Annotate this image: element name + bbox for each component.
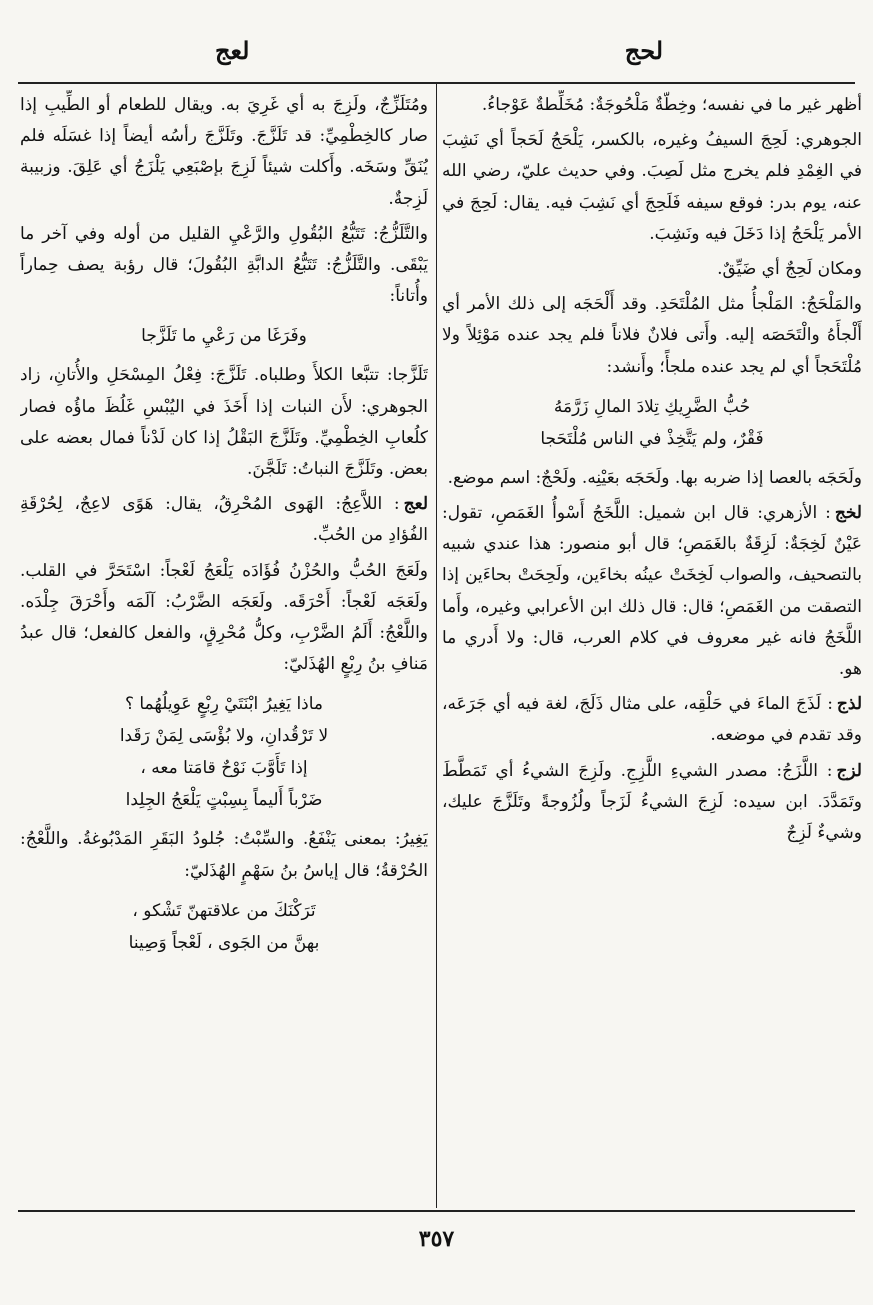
header-right-headword: لحج — [624, 36, 663, 65]
verse-line: تَرَكْنَكَ من علاقتهنّ تَشْكو ، — [132, 900, 316, 921]
entry-headword: لعج — [403, 494, 428, 515]
entry-text: أظهر غير ما في نفسه؛ وخِطّةٌ مَلْحُوجَةٌ: مُخَلِّطةٌ عَوْجاءُ. — [481, 95, 862, 115]
paragraph — [442, 90, 862, 121]
bottom-rule — [18, 1210, 855, 1212]
paragraph — [442, 689, 862, 751]
left-column — [20, 90, 428, 1205]
verse-line: وفَرَغَا من رَعْيِ ما تَلَزَّجا — [141, 326, 307, 347]
page-header — [20, 36, 853, 76]
verse-line: بهنَّ من الجَوى ، لَعْجاً وَصِينا — [128, 932, 320, 953]
header-left-headword: لعج — [215, 36, 250, 65]
column-divider — [436, 82, 437, 1208]
verse-line: ضَرْباً أَليماً بِسِبْتٍ يَلْعَجُ الجِلِدا — [125, 790, 323, 811]
entry-text: ولَحَجَه بالعصا إذا ضربه بها. ولَحَجَه بعَيْنِه. ولَحْجٌ: اسم موضع. — [447, 467, 862, 488]
verse — [442, 391, 862, 455]
paragraph — [442, 756, 862, 850]
paragraph — [20, 824, 428, 886]
entry-text: : اللَّزَجُ: مصدر الشيءِ اللَّزِجِ. ولَزِجَ الشيءُ أي تَمَطَّطَ وتَمَدَّدَ. ابن سيده: لَزِجَ الشيءُ لَزَجاً ولُزُوجةً وتَلَزَّجَ عليك، وشيءٌ لَزِجٌ — [442, 760, 862, 844]
paragraph — [442, 463, 862, 494]
paragraph — [20, 556, 428, 681]
verse-line: ماذا يَغِيرُ ابْنَتَيْ رِبْعٍ عَوِيلُهُما ؟ — [124, 694, 324, 715]
verse — [20, 320, 428, 352]
paragraph — [442, 254, 862, 285]
entry-text: يَغِيرُ: بمعنى يَنْفَعُ. والسِّبْتُ: جُلودُ البَقَرِ المَدْبُوغةُ. واللَّعْجُ: الحُرْقةُ؛ قال إياسُ بنُ سَهْمٍ الهُذَليّ: — [20, 829, 428, 881]
entry-text: ومكان لَحِجٌ أي ضَيِّقٌ. — [717, 259, 862, 280]
entry-text: ولَعَجَ الحُبُّ والحُزْنُ فُؤَادَه يَلْعَجُ لَعْجاً: اسْتَحَرَّ في القلب. ولَعَجَه لَعْجاً: أَحْرَقَه. ولَعَجَه الضَّرْبُ: آلَمَه وأَحْرَقَ جِلْدَه. واللَّعْجُ: أَلَمُ الضَّرْبِ، وكلُّ مُحْرِقٍ، والفعل كالفعل؛ قال عبدُ مَنافِ بنُ رِبْعٍ الهُذَليّ: — [20, 560, 428, 675]
entry-headword: لخج — [834, 503, 862, 524]
verse-line: إذا تَأَوَّبَ نَوْحٌ قامَتا معه ، — [140, 758, 308, 779]
verse — [20, 688, 428, 816]
entry-text: تَلَزَّجا: تتبَّعا الكلأَ وطلباه. تَلَزَّجَ: فِعْلُ المِسْحَلِ والأُتانِ، زاد الجوهري: لأَن النبات إذا أَخَذَ في اليُبْسِ غَلُظَ ماؤُه فصار كلُعابِ الخِطْمِيِّ. وتَلَزَّجَ البَقْلُ إذا كان لَدْناً فمال بعضه على بعض. وتَلَزَّجَ النباتُ: تَلَجَّنَ. — [20, 365, 428, 480]
entry-text: ومُتَلَزِّجٌ، ولَزِجَ به أي غَرِيَ به. ويقال للطعام أو الطِّيبِ إذا صار كالخِطْمِيِّ: قد تَلَزَّجَ. وتَلَزَّجَ رأسُه أيضاً إذا غسَلَه فلم يُنَقِّ وسَخَه. وأَكلت شيئاً لَزِجَ بإصْبَعِي يَلْزَجُ أي عَلِقَ. وزبيبة لَزِجةٌ. — [20, 95, 428, 209]
verse — [20, 895, 428, 959]
paragraph — [20, 360, 428, 485]
entry-text: : اللاَّعِجُ: الهَوى المُحْرِقُ، يقال: هَوًى لاعِجٌ، لِحُرْقَةِ الفُؤادِ من الحُبِّ. — [20, 494, 428, 546]
page-number: ٣٥٧ — [418, 1226, 455, 1252]
verse-line: لا تَرْقُدانِ، ولا بُؤْسَى لِمَنْ رَقَدا — [119, 726, 329, 747]
entry-text: : الأزهري: قال ابن شميل: اللَّخَجُ أَسْوأُ الغَمَصِ، تقول: عَيْنٌ لَخِجَةٌ: لَزِقَةٌ بالغَمَصِ؛ قال أبو منصور: هذا عندي شبيه بالتصحيف، والصواب لَخِخَتْ عينُه بخاءَين، ولَحِحَتْ بحاءَين إذا التصقت من الغَمَصِ؛ قال: قال ذلك ابن الأعرابي وغيره، وأَما اللَّخَجُ فانه غير معروف في كلام العرب، قال: ولا أَدري ما هو. — [442, 503, 862, 680]
paragraph — [442, 498, 862, 685]
entry-headword: لذج — [836, 694, 862, 715]
entry-text: الجوهري: لَحِجَ السيفُ وغيره، بالكسر، يَلْحَجُ لَحَجاً أي نَشِبَ في الغِمْدِ فلم يخرج مثل لَصِبَ. وفي حديث عليّ، رضي الله عنه، يوم بدر: فوقع سيفه فَلَحِجَ أي نَشِبَ فيه. يقال: لَحِجَ في الأمر يَلْحَجُ إذا دَخَلَ فيه ونَشِبَ. — [442, 130, 862, 244]
verse-line: حُبُّ الضَّرِيكِ تِلادَ المالِ زَرَّمَهُ — [553, 396, 751, 417]
right-column — [442, 90, 862, 1205]
entry-text: والمَلْحَجُ: المَلْجأُ مثل المُلْتَحَدِ. وقد أَلْحَجَه إلى ذلك الأمر أي أَلْجأَهُ والْتَحَصَه إليه. وأَتى فلانٌ فلاناً فلم يجد عنده مَوْئِلاً ولا مُلْتَحَجاً أي لم يجد عنده ملجأً؛ وأَنشد: — [442, 294, 862, 377]
paragraph — [442, 125, 862, 250]
entry-text: والتَّلَزُّجُ: تَتَبُّعُ البُقُولِ والرَّعْيِ القليل من أوله وفي آخر ما يَبْقَى. والتَّلَزُّجُ: تَتَبُّعُ الدابَّةِ البُقُولَ؛ قال رؤبة يصف حِماراً وأُتاناً: — [20, 223, 428, 307]
paragraph — [20, 219, 428, 313]
paragraph — [442, 289, 862, 383]
paragraph — [20, 489, 428, 551]
entry-text: : لَذَجَ الماءَ في حَلْقِه، على مثال ذَلَجَ، لغة فيه أي جَرَعَه، وقد تقدم في موضعه. — [442, 694, 862, 746]
verse-line: فَقْرٌ، ولم يَتَّخِذْ في الناس مُلْتَحَجا — [540, 428, 764, 449]
entry-headword: لزج — [836, 760, 862, 781]
paragraph — [20, 90, 428, 215]
